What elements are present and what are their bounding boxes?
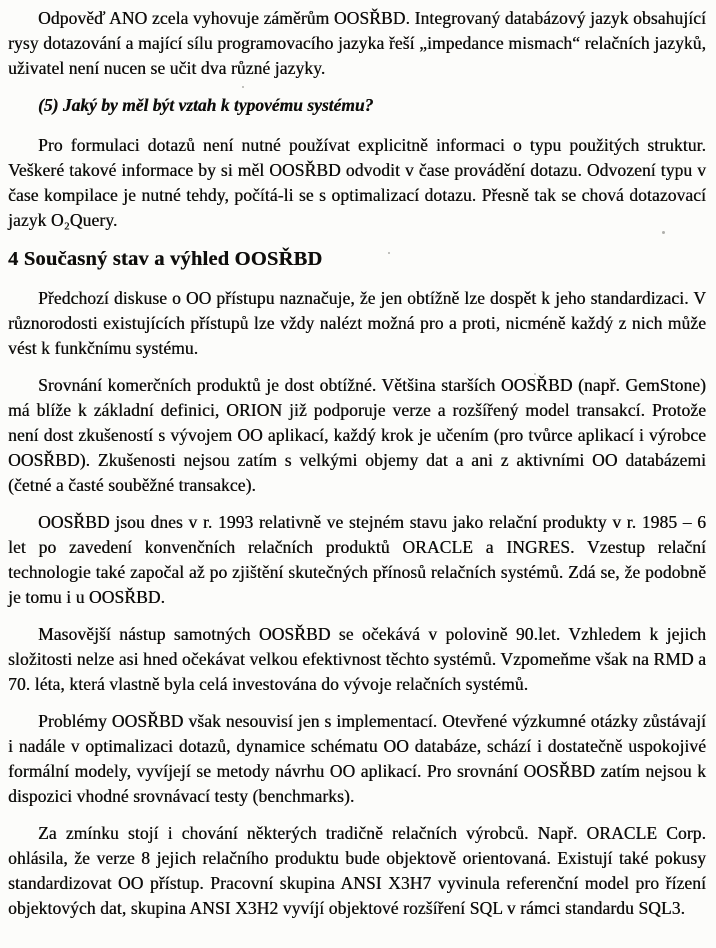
paragraph-standardization: Předchozí diskuse o OO přístupu naznačuje, že jen obtížně lze dospět k jeho standardizaci. V různorodosti existujících přístupů lze vždy nalézt možná pro a proti, nicméně každý z nich může vést k funkčnímu systému. [8, 288, 706, 358]
question-5-heading: (5) Jaký by měl být vztah k typovému systému? [38, 95, 374, 115]
scan-speckle [662, 231, 665, 234]
paragraph-vendors-standards: Za zmínku stojí i chování některých tradičně relačních výrobců. Např. ORACLE Corp. ohlásila, že verze 8 jejich relačního produktu bude objektově orientovaná. Existují také pokusy standardizovat OO přístup. Pracovní skupina ANSI X3H7 vyvinula referenční model pro řízení objektových dat, skupina ANSI X3H2 vyvíjí objektové rozšíření SQL v rámci standardu SQL3. [8, 823, 706, 918]
paragraph-open-problems: Problémy OOSŘBD však nesouvisí jen s implementací. Otevřené výzkumné otázky zůstávají i nadále v optimalizaci dotazů, dynamice schématu OO databáze, schází i dostatečně uspokojivé formální modely, vyvíjejí se metody návrhu OO aplikací. Pro srovnání OOSŘBD zatím nejsou k dispozici vhodné srovnávací testy (benchmarks). [8, 711, 706, 806]
scan-speckle [534, 373, 536, 375]
paragraph-mass-adoption: Masovější nástup samotných OOSŘBD se očekává v polovině 90.let. Vzhledem k jejich složitosti nelze asi hned očekávat velkou efektivnost těchto systémů. Vzpomeňme však na RMD a 70. léta, která vlastně byla celá investována do vývoje relačních systémů. [8, 624, 706, 694]
paragraph-commercial-products: Srovnání komerčních produktů je dost obtížné. Většina starších OOSŘBD (např. GemStone) má blíže k základní definici, ORION již podporuje verze a rozšířený model transakcí. Protože není dost zkušeností s vývojem OO aplikací, každý krok je učením (pro tvůrce aplikací i výrobce OOSŘBD). Zkušenosti nejsou zatím s velkými objemy dat a ani z aktivními OO databázemi (četné a časté souběžné transakce). [8, 375, 706, 495]
section-4-heading: 4 Současný stav a výhled OOSŘBD [8, 248, 323, 270]
paragraph-answer-ano: Odpověď ANO zcela vyhovuje záměrům OOSŘBD. Integrovaný databázový jazyk obsahující rysy dotazování a mající sílu programovacího jazyka řeší „impedance mismach“ relačních jazyků, uživatel není nucen se učit dva různé jazyky. [8, 8, 706, 78]
paragraph-1993-state: OOSŘBD jsou dnes v r. 1993 relativně ve stejném stavu jako relační produkty v r. 1985 – 6 let po zavedení konvenčních relačních produktů ORACLE a INGRES. Vzestup relační technologie také započal až po zjištění skutečných přínosů relačních systémů. Zdá se, že podobně je tomu i u OOSŘBD. [8, 512, 706, 607]
scan-speckle [242, 86, 244, 88]
scan-speckle [388, 252, 390, 254]
paragraph-query-formulation: Pro formulaci dotazů není nutné používat explicitně informaci o typu použitých struktur. Veškeré takové informace by si měl OOSŘBD odvodit v čase provádění dotazu. Odvození typu v čase kompilace je nutné tehdy, počítá-li se s optimalizací dotazu. Přesně tak se chová dotazovací jazyk O₂Query. [8, 135, 706, 230]
